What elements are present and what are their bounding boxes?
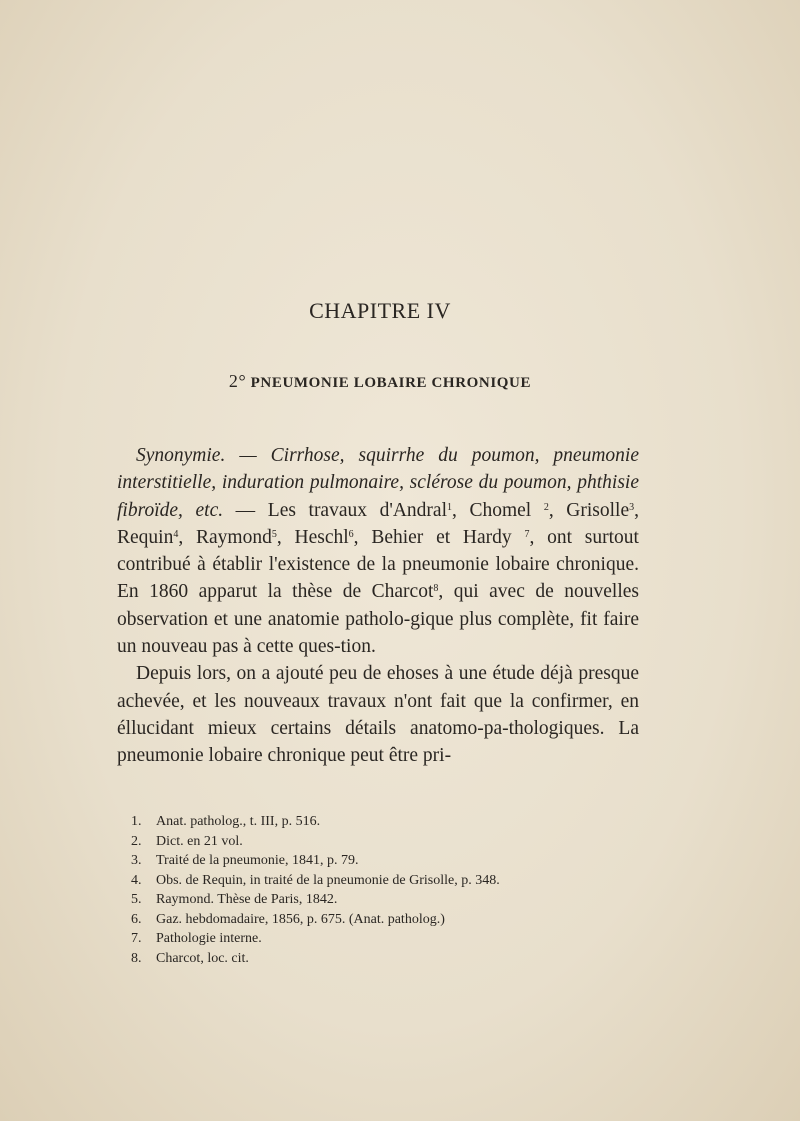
- text-segment: , Chomel: [452, 499, 544, 521]
- text-segment: , Raymond: [178, 526, 272, 548]
- text-segment: , Heschl: [276, 526, 349, 548]
- text-segment: , Behier et Hardy: [353, 526, 525, 548]
- footnote-ref: 5: [271, 528, 277, 540]
- footnote-ref: 2: [543, 501, 549, 513]
- text-segment: , ont surtout contribué à établir l'existence de la pneumonie lobaire chronique. En 1860 apparut la thèse de Charcot: [117, 526, 639, 603]
- footnote: 1. Anat. patholog., t. III, p. 516.: [131, 814, 321, 829]
- footnote: 4. Obs. de Requin, in traité de la pneumonie de Grisolle, p. 348.: [131, 872, 500, 888]
- footnote-ref: 7: [524, 528, 530, 540]
- footnote-ref: 8: [433, 583, 439, 595]
- footnote: 7. Pathologie interne.: [131, 931, 262, 946]
- text-segment: , qui avec de nouvelles observation et une anatomie patholo-gique plus complète, fit faire un nouveau pas à cette ques-tion.: [117, 581, 639, 658]
- footnote-ref: 4: [173, 528, 179, 540]
- footnotes: [131, 812, 591, 968]
- chapter-title: CHAPITRE IV: [309, 298, 451, 323]
- footnote: 2. Dict. en 21 vol.: [131, 833, 243, 849]
- text-segment: , Grisolle: [548, 499, 630, 521]
- footnote: 8. Charcot, loc. cit.: [131, 950, 249, 966]
- footnote: 5. Raymond. Thèse de Paris, 1842.: [131, 892, 338, 907]
- body-text: [117, 442, 639, 770]
- section-number: 2°: [228, 371, 247, 391]
- synonymy-lead: Synonymie. — Cirrhose, squirrhe du poumon, pneumonie interstitielle, induration pulmonaire, sclérose du poumon, phthisie fibroïde, etc.: [117, 445, 639, 521]
- footnote-ref: 3: [629, 501, 635, 513]
- paragraph-1: [117, 442, 639, 660]
- paragraph-2: Depuis lors, on a ajouté peu de ehoses à une étude déjà presque achevée, et les nouveaux travaux n'ont fait que la confirmer, en éllucidant mieux certains détails anatomo-pa-thologiques. La pneumonie lobaire chronique peut être pri-: [117, 663, 639, 767]
- text-segment: , Requin: [117, 499, 639, 548]
- text-segment: — Les travaux d'Andral: [223, 499, 447, 521]
- section-heading: [0, 371, 760, 392]
- footnote: 6. Gaz. hebdomadaire, 1856, p. 675. (Anat. patholog.): [131, 911, 445, 927]
- section-title: PNEUMONIE LOBAIRE CHRONIQUE: [250, 375, 532, 391]
- footnote-ref: 6: [348, 528, 354, 540]
- footnote: 3. Traité de la pneumonie, 1841, p. 79.: [131, 853, 359, 868]
- footnote-ref: 1: [447, 501, 452, 513]
